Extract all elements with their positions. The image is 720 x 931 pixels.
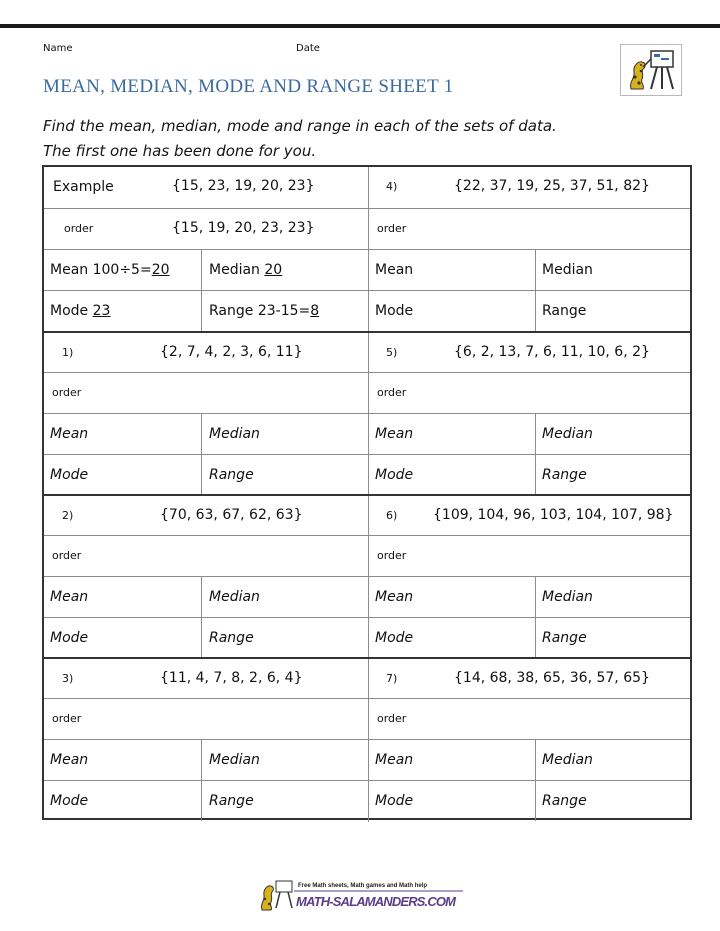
problem-3-range-label: Range (209, 793, 254, 809)
problem-1-range-label: Range (209, 467, 254, 483)
problem-7-median-label: Median (542, 752, 593, 768)
problem-6-median-label: Median (542, 589, 593, 605)
problem-3-order-label: order (52, 712, 82, 725)
example-range (209, 303, 319, 319)
example-median (209, 262, 282, 278)
example-order-set: {15, 19, 20, 23, 23} (172, 220, 315, 236)
problem-3-number: 3) (62, 672, 74, 685)
cell-divider (535, 618, 536, 658)
example-order-label: order (64, 222, 94, 235)
example-set: {15, 23, 19, 20, 23} (172, 178, 315, 194)
example-mean (50, 262, 170, 278)
problem-5-set: {6, 2, 13, 7, 6, 11, 10, 6, 2} (454, 344, 650, 360)
worksheet-table (42, 165, 692, 820)
problem-2-mode-label: Mode (50, 630, 89, 646)
footer-brand: MATH-SALAMANDERS.COM (296, 894, 456, 909)
problem-2-median-label: Median (209, 589, 260, 605)
problem-1-median-label: Median (209, 426, 260, 442)
problem-1-mean-row (44, 413, 690, 454)
problem-3-header-row (44, 657, 690, 698)
problem-4-median-label: Median (542, 262, 593, 278)
problem-5-mean-label: Mean (375, 426, 414, 442)
example-range-answer: 8 (310, 303, 320, 319)
problem-5-mode-label: Mode (375, 467, 414, 483)
instruction-line-2: The first one has been done for you. (43, 142, 317, 160)
example-mean-label: Mean 100÷5= (50, 262, 152, 278)
problem-2-mean-row (44, 576, 690, 617)
example-mean-answer: 20 (151, 262, 170, 278)
example-mode-row (44, 290, 690, 331)
problem-7-set: {14, 68, 38, 65, 36, 57, 65} (454, 670, 650, 686)
problem-7-order-label: order (377, 712, 407, 725)
problem-1-mode-row (44, 454, 690, 495)
problem-1-order-label: order (52, 386, 82, 399)
problem-5-number: 5) (386, 346, 398, 359)
problem-7-range-label: Range (542, 793, 587, 809)
problem-2-order-label: order (52, 549, 82, 562)
problem-6-number: 6) (386, 509, 398, 522)
name-label: Name (43, 43, 73, 54)
example-order-row (44, 208, 690, 249)
cell-divider (535, 740, 536, 780)
problem-1-set: {2, 7, 4, 2, 3, 6, 11} (160, 344, 303, 360)
problem-4-set: {22, 37, 19, 25, 37, 51, 82} (454, 178, 650, 194)
footer-tagline: Free Math sheets, Math games and Math help (298, 883, 428, 889)
example-label: Example (53, 179, 114, 195)
example-median-answer: 20 (264, 262, 283, 278)
example-mode (50, 303, 110, 319)
problem-5-order-label: order (377, 386, 407, 399)
example-header-row (44, 167, 690, 208)
problem-2-range-label: Range (209, 630, 254, 646)
problem-4-range-label: Range (542, 303, 587, 319)
problem-2-header-row (44, 494, 690, 535)
cell-divider (201, 740, 202, 780)
problem-6-set: {109, 104, 96, 103, 104, 107, 98} (433, 507, 674, 523)
problem-7-mean-label: Mean (375, 752, 414, 768)
problem-7-number: 7) (386, 672, 398, 685)
problem-6-mode-label: Mode (375, 630, 414, 646)
problem-5-range-label: Range (542, 467, 587, 483)
example-median-label: Median (209, 262, 265, 278)
example-mode-answer: 23 (92, 303, 111, 319)
top-rule (0, 24, 720, 28)
problem-3-set: {11, 4, 7, 8, 2, 6, 4} (160, 670, 303, 686)
problem-4-mean-label: Mean (375, 262, 414, 278)
cell-divider (201, 781, 202, 821)
problem-1-header-row (44, 331, 690, 372)
problem-3-mean-label: Mean (50, 752, 89, 768)
cell-divider (535, 455, 536, 495)
problem-5-median-label: Median (542, 426, 593, 442)
problem-1-number: 1) (62, 346, 74, 359)
problem-3-order-row (44, 698, 690, 739)
cell-divider (201, 618, 202, 658)
salamander-icon (621, 45, 681, 95)
salamander-logo (620, 44, 682, 96)
instruction-line-1: Find the mean, median, mode and range in each of the sets of data. (43, 117, 557, 135)
problem-6-mean-label: Mean (375, 589, 414, 605)
problem-6-range-label: Range (542, 630, 587, 646)
problem-4-mode-label: Mode (375, 303, 414, 319)
problem-2-mode-row (44, 617, 690, 658)
problem-4-order-label: order (377, 222, 407, 235)
footer-logo (258, 876, 463, 912)
problem-3-median-label: Median (209, 752, 260, 768)
cell-divider (201, 455, 202, 495)
problem-3-mean-row (44, 739, 690, 780)
sheet-title: MEAN, MEDIAN, MODE AND RANGE SHEET 1 (43, 76, 454, 97)
cell-divider (535, 781, 536, 821)
cell-divider (535, 414, 536, 454)
problem-2-set: {70, 63, 67, 62, 63} (160, 507, 303, 523)
cell-divider (535, 577, 536, 617)
example-range-label: Range 23-15= (209, 303, 311, 319)
cell-divider (201, 414, 202, 454)
problem-2-mean-label: Mean (50, 589, 89, 605)
problem-1-order-row (44, 372, 690, 413)
cell-divider (535, 291, 536, 331)
problem-6-order-label: order (377, 549, 407, 562)
problem-3-mode-label: Mode (50, 793, 89, 809)
footer-salamander-icon (258, 876, 463, 912)
cell-divider (201, 250, 202, 290)
problem-4-number: 4) (386, 180, 398, 193)
date-label: Date (296, 43, 320, 54)
problem-3-mode-row (44, 780, 690, 821)
example-mean-row (44, 249, 690, 290)
problem-2-order-row (44, 535, 690, 576)
cell-divider (201, 291, 202, 331)
example-mode-label: Mode (50, 303, 93, 319)
problem-7-mode-label: Mode (375, 793, 414, 809)
cell-divider (535, 250, 536, 290)
problem-1-mean-label: Mean (50, 426, 89, 442)
problem-1-mode-label: Mode (50, 467, 89, 483)
cell-divider (201, 577, 202, 617)
problem-2-number: 2) (62, 509, 74, 522)
